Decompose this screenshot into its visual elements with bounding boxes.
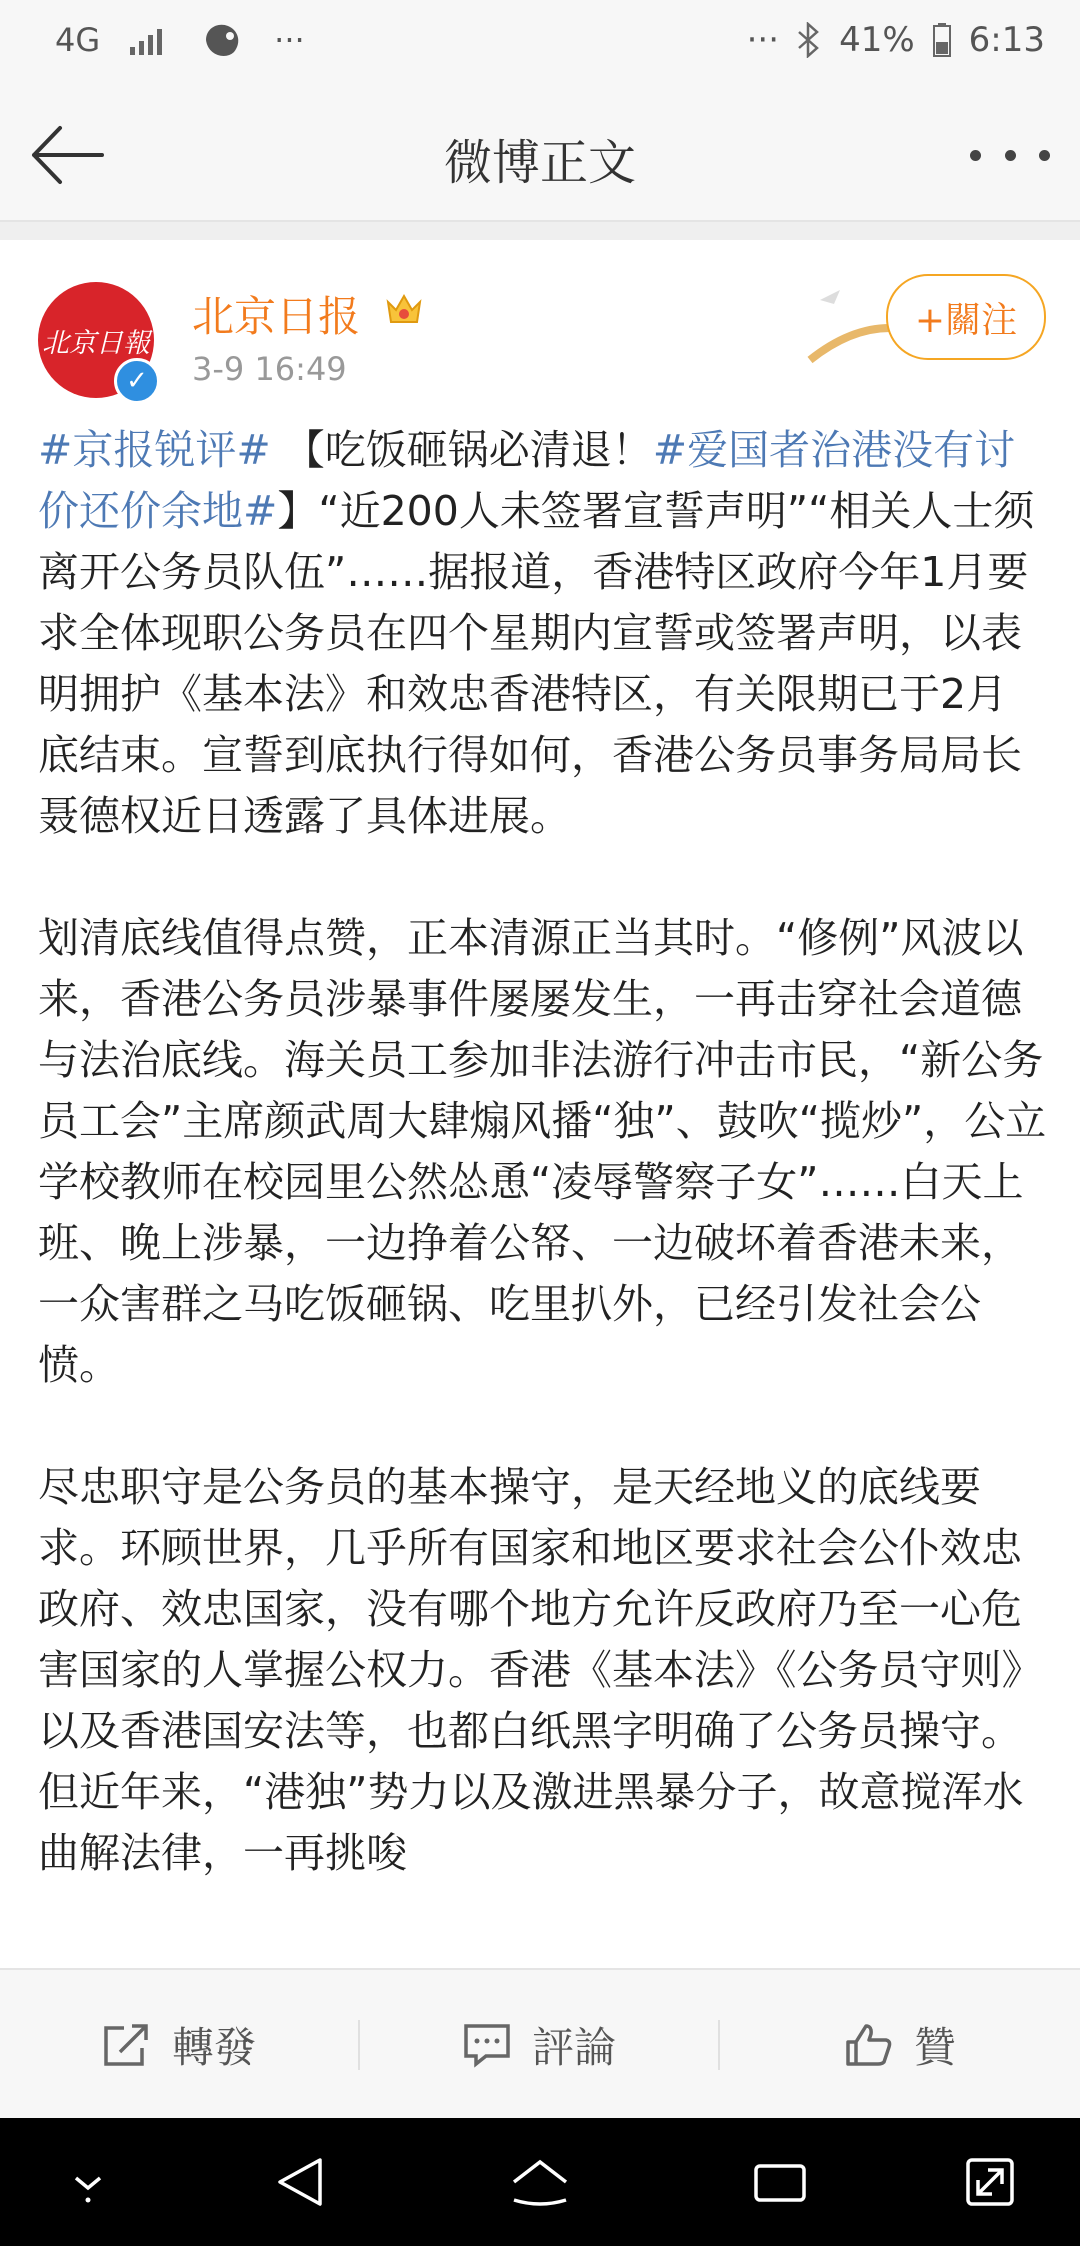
post-paragraph: 划清底线值得点赞，正本清源正当其时。“修例”风波以来，香港公务员涉暴事件屡屡发生，一再击穿社会道德与法治底线。海关员工参加非法游行冲击市民，“新公务员工会”主席颜武周大肆煽风播“独”、鼓吹“揽炒”，公立学校教师在校园里公然怂恿“凌辱警察子女”……白天上班、晚上涉暴，一边挣着公帑、一边破坏着香港未来，一众害群之马吃饭砸锅、吃里扒外，已经引发社会公愤。 [38, 914, 1047, 1389]
chevron-down-icon[interactable] [64, 2154, 112, 2210]
thumbs-up-icon [844, 2022, 894, 2068]
hashtag-link[interactable]: #爱国者治港没有讨价还价余地# [38, 426, 1016, 535]
back-triangle-icon[interactable] [272, 2154, 328, 2210]
post-text: 【吃饭砸锅必清退！ [270, 426, 653, 474]
section-divider [0, 222, 1080, 240]
status-dots: ··· [746, 20, 780, 60]
like-button[interactable] [720, 1970, 1080, 2120]
battery-icon [933, 23, 951, 57]
post-timestamp: 3-9 16:49 [192, 350, 347, 388]
bluetooth-icon [797, 22, 821, 58]
more-dot [1005, 150, 1016, 161]
recent-apps-icon[interactable] [750, 2154, 810, 2210]
author-name[interactable]: 北京日报 [192, 292, 361, 341]
repost-label: 轉發 [171, 2023, 256, 2072]
vip-crown-icon [384, 290, 424, 328]
follow-button[interactable]: +關注 [886, 274, 1046, 360]
comment-icon [462, 2022, 512, 2068]
signal-icon [130, 25, 170, 55]
status-bar [0, 0, 1080, 90]
repost-button[interactable] [0, 1970, 358, 2120]
comment-button[interactable] [360, 1970, 718, 2120]
system-nav-bar [0, 2118, 1080, 2246]
verified-badge-icon: ✓ [114, 358, 160, 404]
repost-icon [102, 2022, 152, 2068]
post-header [0, 240, 1080, 400]
hashtag-link[interactable]: #京报锐评# [38, 426, 271, 474]
comment-label: 評論 [531, 2023, 616, 2072]
post-paragraph [38, 420, 1048, 847]
clock: 6:13 [968, 20, 1045, 60]
more-dot [970, 150, 981, 161]
status-more-dots: ··· [274, 21, 305, 59]
post-text: 】“近200人未签署宣誓声明”“相关人士须离开公务员队伍”……据报道，香港特区政府今年1月要求全体现职公务员在四个星期内宣誓或签署声明，以表明拥护《基本法》和效忠香港特区，有关限期已于2月底结束。宣誓到底执行得如何，香港公务员事务局局长聂德权近日透露了具体进展。 [38, 487, 1035, 840]
page-title: 微博正文 [443, 135, 636, 191]
like-label: 贊 [913, 2023, 956, 2072]
home-icon[interactable] [508, 2154, 572, 2210]
more-button[interactable] [970, 120, 1050, 190]
nav-bar [0, 90, 1080, 222]
post-body [38, 420, 1048, 1945]
battery-percent: 41% [839, 20, 915, 60]
expand-icon[interactable] [962, 2154, 1018, 2210]
post-paragraph: 尽忠职守是公务员的基本操守，是天经地义的底线要求。环顾世界，几乎所有国家和地区要求社会公仆效忠政府、效忠国家，没有哪个地方允许反政府乃至一心危害国家的人掌握公权力。香港《基本法》《公务员守则》以及香港国安法等，也都白纸黑字明确了公务员操守。但近年来，“港独”势力以及激进黑暴分子，故意搅浑水曲解法律，一再挑唆 [38, 1463, 1043, 1877]
avatar-logo-text: 北京日報 [42, 327, 150, 359]
app-notification-icon [200, 20, 244, 60]
more-dot [1039, 150, 1050, 161]
network-indicator: 4G [55, 21, 101, 59]
action-bar [0, 1968, 1080, 2120]
